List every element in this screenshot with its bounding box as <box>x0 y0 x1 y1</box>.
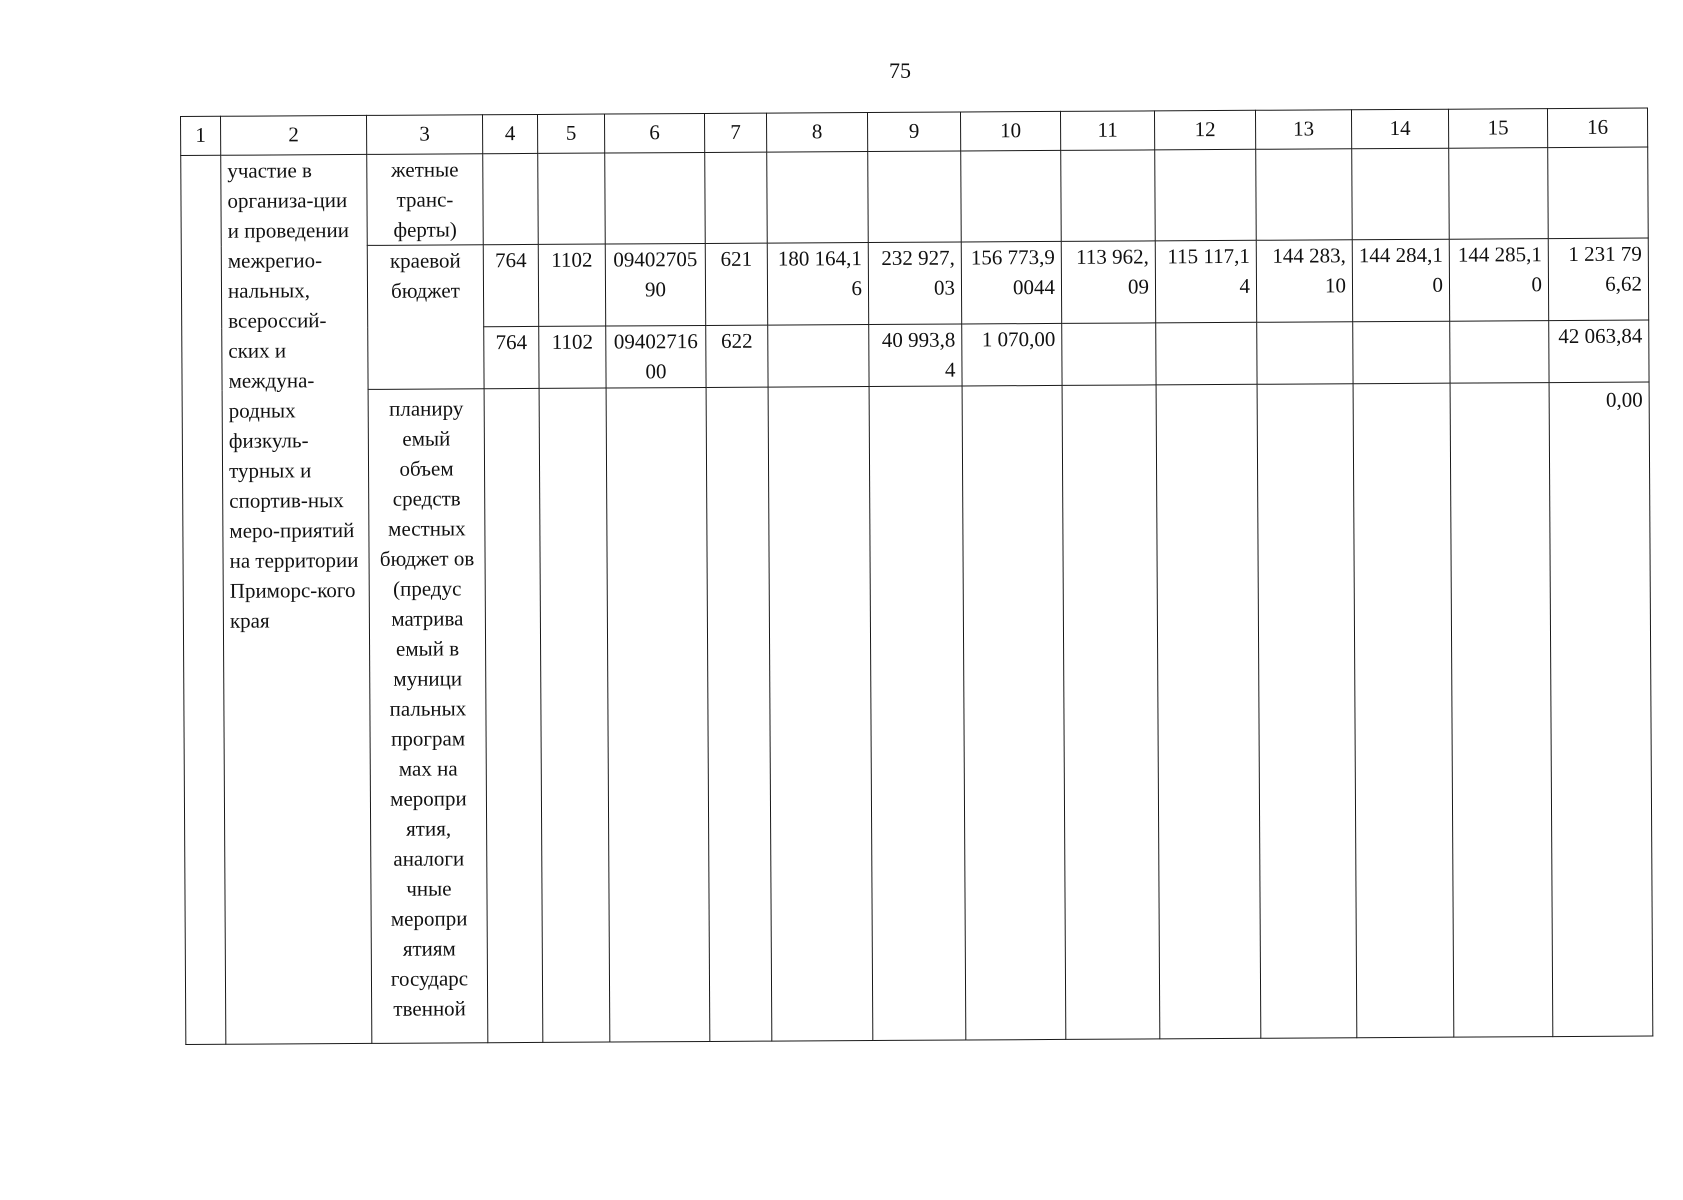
total-cell: 1 231 796,62 <box>1548 238 1648 321</box>
grbs-cell: 764 <box>484 326 539 388</box>
amount-cell: 40 993,84 <box>869 324 962 387</box>
column-header: 15 <box>1448 109 1547 149</box>
table-cell <box>1450 383 1553 1038</box>
amount-cell <box>1450 321 1549 384</box>
column-header: 14 <box>1351 109 1448 149</box>
table-cell <box>705 152 768 243</box>
column-header: 5 <box>537 114 604 153</box>
row-number-cell <box>181 155 226 1044</box>
measure-name-cell: участие в организа-ции и проведении межрегио-нальных, всероссий-ских и междуна-родных физкуль-турных и спортив-ных меро-приятий на территории Приморс-кого края <box>221 154 372 1044</box>
table-cell <box>706 387 772 1041</box>
amount-cell <box>1257 322 1353 385</box>
table-cell <box>1155 149 1257 241</box>
table-cell <box>1156 384 1261 1039</box>
column-header: 2 <box>221 115 367 155</box>
total-cell: 42 063,84 <box>1549 320 1649 383</box>
amount-cell: 144 283,10 <box>1256 240 1352 323</box>
table-row <box>181 238 1648 328</box>
table-cell <box>868 151 962 243</box>
amount-cell: 113 962,09 <box>1061 241 1155 324</box>
table-cell <box>484 388 543 1042</box>
csr-cell: 0940271600 <box>606 325 706 388</box>
table-body <box>181 147 1653 1044</box>
table-cell <box>1257 384 1357 1039</box>
column-header: 3 <box>366 115 482 155</box>
column-header: 8 <box>766 113 867 153</box>
table-cell <box>539 388 610 1042</box>
table-row <box>182 382 1653 1044</box>
column-header: 12 <box>1154 110 1255 150</box>
total-cell: 0,00 <box>1549 382 1653 1037</box>
source-continued-cell: жетные транс-ферты) <box>367 154 484 246</box>
amount-cell: 232 927,03 <box>868 242 961 325</box>
vr-cell: 622 <box>706 325 768 387</box>
page-number: 75 <box>889 58 911 83</box>
csr-cell: 0940270590 <box>605 243 705 326</box>
column-header: 13 <box>1255 110 1351 150</box>
table-cell <box>768 387 873 1042</box>
vr-cell: 621 <box>705 243 767 325</box>
column-header: 9 <box>867 112 960 152</box>
source-local-cell: планиру емый объем средств местных бюджет ов (предус матрива емый в муници пальных програм мах на меропри ятия, аналоги чные меропри ятиям государс твенной <box>368 389 488 1044</box>
budget-table-container <box>180 108 1653 1045</box>
table-cell <box>1062 385 1160 1040</box>
table-cell <box>1352 148 1450 240</box>
table-cell <box>1061 150 1156 242</box>
amount-cell <box>768 325 869 388</box>
table-cell <box>483 153 539 244</box>
column-header: 16 <box>1547 108 1647 148</box>
column-header: 4 <box>482 114 537 153</box>
rz-pr-cell: 1102 <box>539 326 606 388</box>
column-header: 6 <box>604 113 704 153</box>
column-header: 1 <box>181 116 221 155</box>
table-row <box>181 147 1648 246</box>
column-header: 11 <box>1060 111 1154 151</box>
table-cell <box>961 150 1062 242</box>
table-cell <box>1449 148 1549 240</box>
table-cell <box>869 386 966 1041</box>
table-cell <box>1353 383 1454 1038</box>
column-header: 7 <box>704 113 766 152</box>
table-cell <box>1548 147 1649 239</box>
amount-cell <box>1062 323 1156 386</box>
column-header: 10 <box>960 111 1060 151</box>
amount-cell: 144 285,10 <box>1449 239 1548 322</box>
amount-cell: 144 284,10 <box>1352 239 1449 322</box>
table-cell <box>538 153 606 244</box>
amount-cell <box>1156 322 1257 385</box>
table-cell <box>962 385 1066 1040</box>
grbs-cell: 764 <box>483 244 538 326</box>
table-cell <box>1256 149 1353 241</box>
table-cell <box>767 152 869 244</box>
amount-cell: 156 773,90044 <box>961 241 1061 324</box>
budget-table <box>180 108 1653 1045</box>
amount-cell: 1 070,00 <box>962 323 1062 386</box>
table-cell <box>605 152 706 244</box>
rz-pr-cell: 1102 <box>538 244 605 326</box>
source-regional-cell: краевой бюджет <box>367 245 484 390</box>
table-cell <box>606 387 710 1042</box>
amount-cell: 115 117,14 <box>1155 240 1256 323</box>
amount-cell: 180 164,16 <box>767 243 868 326</box>
amount-cell <box>1353 321 1450 384</box>
